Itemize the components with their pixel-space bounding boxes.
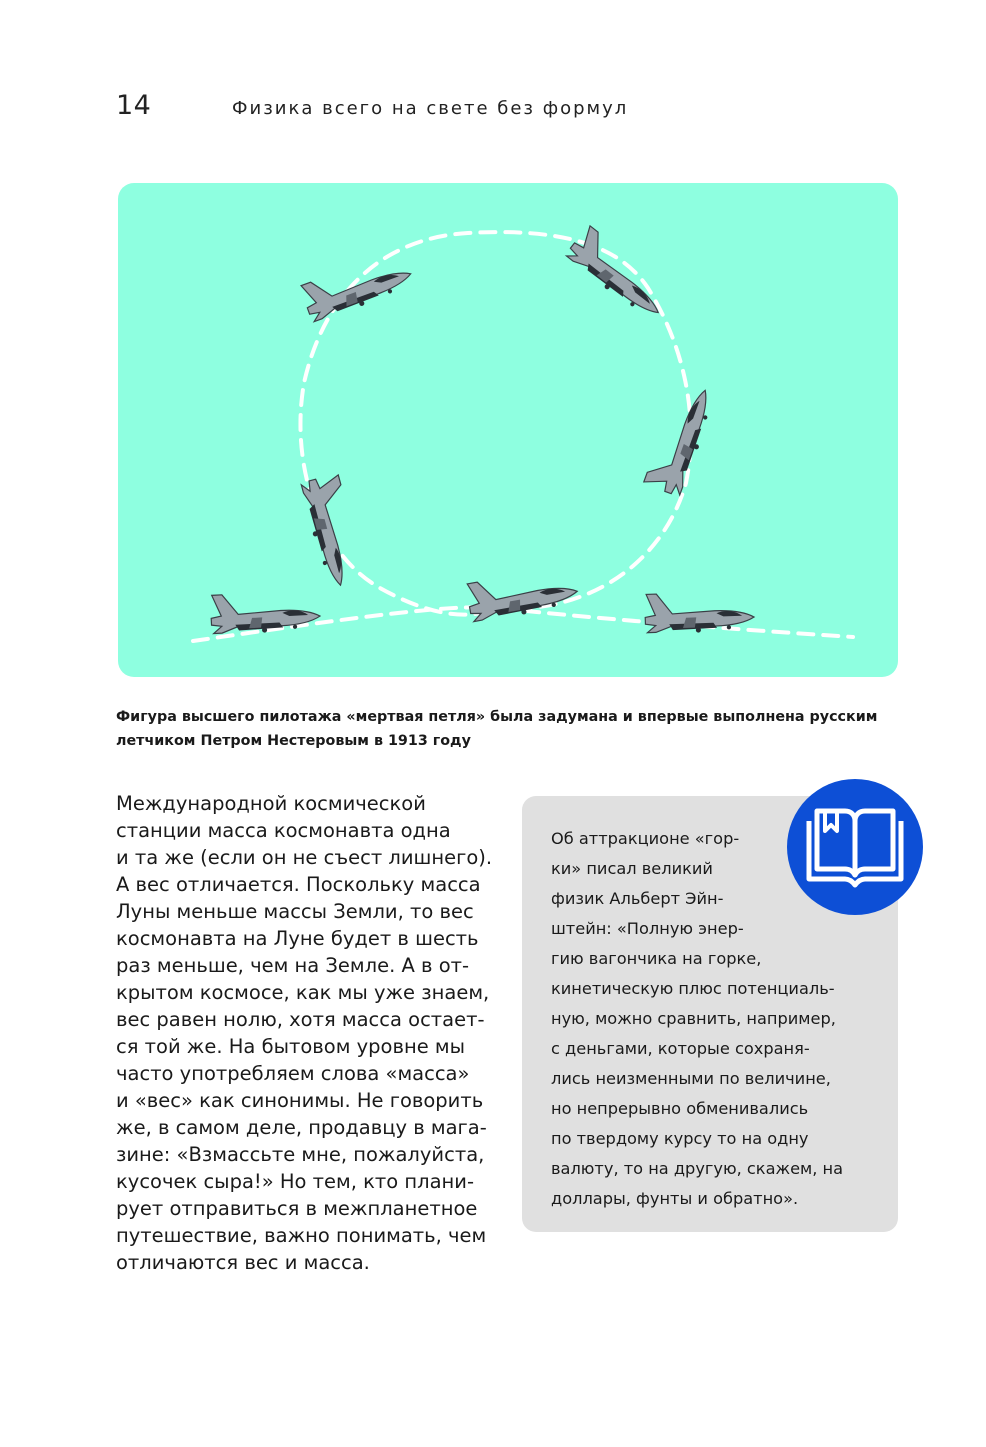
body-line: А вес отличается. Поскольку масса — [116, 873, 481, 896]
jet-icon — [299, 473, 366, 588]
sidebar-line: физик Альберт Эйн- — [551, 889, 724, 908]
jet-icon — [643, 381, 718, 497]
body-line: часто употребляем слова «масса» — [116, 1062, 470, 1085]
body-line: станции масса космонавта одна — [116, 819, 451, 842]
body-line: зине: «Взмассьте мне, пожалуйста, — [116, 1143, 485, 1166]
sidebar-line: штейн: «Полную энер- — [551, 919, 744, 938]
body-line: и та же (если он не съест лишнего). — [116, 846, 493, 869]
loop-illustration — [118, 183, 898, 677]
body-line: раз меньше, чем на Земле. А в от- — [116, 954, 470, 977]
body-line: крытом космосе, как мы уже знаем, — [116, 981, 490, 1004]
sidebar-line: гию вагончика на горке, — [551, 949, 762, 968]
jet-icon — [210, 590, 321, 636]
caption-line: летчиком Петром Нестеровым в 1913 году — [116, 733, 471, 749]
sidebar-line: валюту, то на другую, скажем, на — [551, 1159, 844, 1178]
figure-caption — [116, 705, 896, 753]
sidebar-line: с деньгами, которые сохраня- — [551, 1039, 810, 1058]
page-number: 14 — [116, 90, 152, 121]
sidebar-line: но непрерывно обменивались — [551, 1099, 809, 1118]
sidebar-line: доллары, фунты и обратно». — [551, 1189, 799, 1208]
body-line: кусочек сыра!» Но тем, кто плани- — [116, 1170, 474, 1193]
body-line: путешествие, важно понимать, чем — [116, 1224, 487, 1247]
body-line: космонавта на Луне будет в шесть — [116, 927, 479, 950]
sidebar-line: ки» писал великий — [551, 859, 713, 878]
body-line: Международной космической — [116, 792, 426, 815]
caption-line: Фигура высшего пилотажа «мертвая петля» была задумана и впервые выполнена русским — [116, 709, 878, 725]
jet-icon — [299, 249, 415, 324]
sidebar-line: кинетическую плюс потенциаль- — [551, 979, 835, 998]
sidebar-line: лись неизменными по величине, — [551, 1069, 831, 1088]
sidebar-line: ную, можно сравнить, например, — [551, 1009, 836, 1028]
body-line: ся той же. На бытовом уровне мы — [116, 1035, 466, 1058]
open-book-icon — [787, 779, 923, 915]
sidebar-line: Об аттракционе «гор- — [551, 829, 740, 848]
body-line: рует отправиться в межпланетное — [116, 1197, 478, 1220]
body-line: вес равен нолю, хотя масса остает- — [116, 1008, 485, 1031]
body-line: и «вес» как синонимы. Не говорить — [116, 1089, 484, 1112]
sidebar-line: по твердому курсу то на одну — [551, 1129, 809, 1148]
body-text — [116, 790, 493, 1276]
body-line: же, в самом деле, продавцу в мага- — [116, 1116, 487, 1139]
body-line: Луны меньше массы Земли, то вес — [116, 900, 474, 923]
body-line: отличаются вес и масса. — [116, 1251, 370, 1274]
running-head: Физика всего на свете без формул — [232, 98, 629, 119]
